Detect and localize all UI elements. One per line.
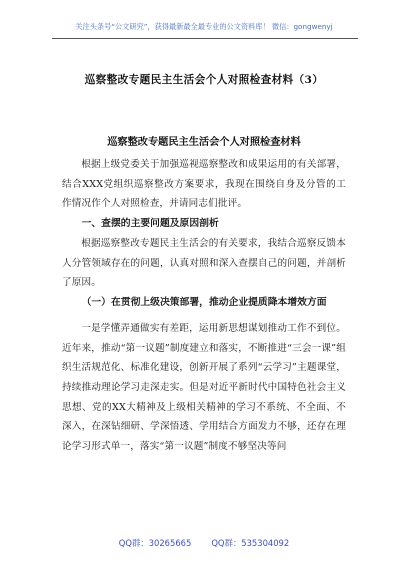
intro-paragraph: 根据上级党委关于加强巡视巡察整改和成果运用的有关部署，结合XXX党组织巡察整改方案要求，我现在围绕自身及分管的工作情况作个人对照检查，并请同志们批评。 xyxy=(62,159,346,210)
document-body xyxy=(62,133,346,457)
document-title: 巡察整改专题民主生活会个人对照检查材料（3） xyxy=(84,74,324,86)
document-subtitle: 巡察整改专题民主生活会个人对照检查材料 xyxy=(107,136,301,148)
footer-qq-group-2: QQ群：535304092 xyxy=(211,538,290,548)
subsection-paragraph: 一是学懂弄通做实有差距，运用新思想谋划推动工作不到位。近年来，推动“第一议题”制度建立和落实，不断推进“三会一课”组织生活规范化、标准化建设，创新开展了系列“云学习”主题课堂，持续推动理论学习走深走实。但是对近平新时代中国特色社会主义思想、党的XX大精神及上级相关精神的学习不系统、不全面、不深入，在深钻细研、学深悟透、学用结合方面发力不够，还存在理论学习形式单一，落实“第一议题”制度不够坚决等问 xyxy=(62,322,346,453)
section-paragraph: 根据巡察整改专题民主生活会的有关要求，我结合巡察反馈本人分管领域存在的问题，认真对照和深入查摆自己的问题，并剖析了原因。 xyxy=(62,237,346,289)
footer-qq-group-1: QQ群：30265665 xyxy=(118,538,192,548)
header-divider xyxy=(52,38,358,39)
footer-contact xyxy=(0,537,408,549)
section-heading: 一、查摆的主要问题及原因剖析 xyxy=(81,218,219,230)
subsection-heading: （一）在贯彻上级决策部署，推动企业提质降本增效方面 xyxy=(81,296,327,308)
header-banner: 关注头条号“公文研究”，获得最新最全最专业的公文资料库！ 微信：gongwenyj xyxy=(75,22,333,31)
